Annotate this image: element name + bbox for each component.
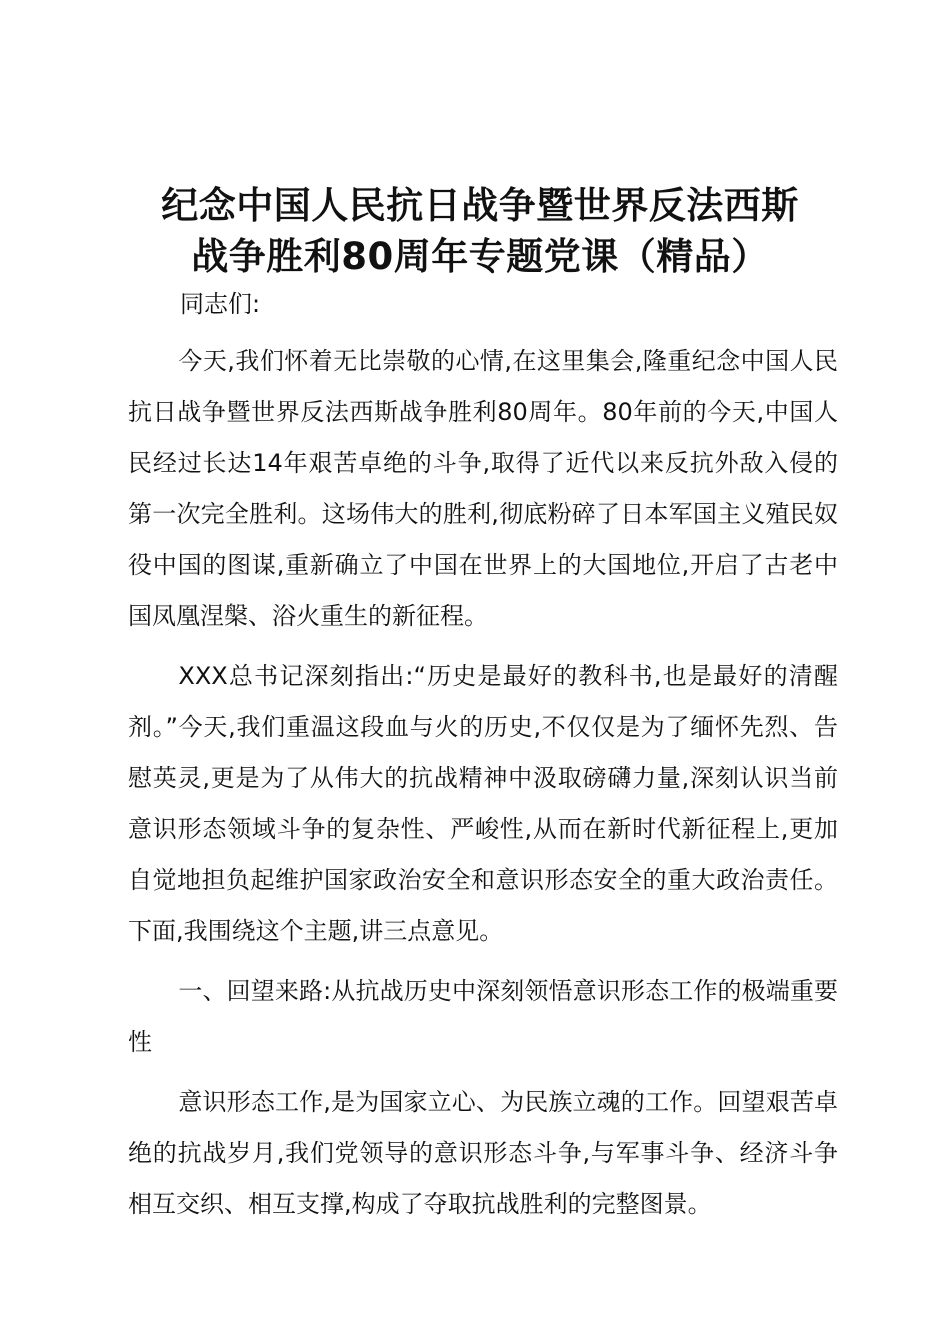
paragraph-section-1: 意识形态工作,是为国家立心、为民族立魂的工作。回望艰苦卓绝的抗战岁月,我们党领导的意识形态斗争,与军事斗争、经济斗争相互交织、相互支撑,构成了夺取抗战胜利的完整图景。 <box>128 1088 838 1218</box>
document-title-line-2: 战争胜利80周年专题党课（精品） <box>191 235 769 278</box>
document-title <box>100 180 860 282</box>
document-body <box>128 336 838 1239</box>
greeting: 同志们: <box>180 290 261 318</box>
section-heading-1: 一、回望来路:从抗战历史中深刻领悟意识形态工作的极端重要性 <box>128 977 838 1056</box>
paragraph-intro: 今天,我们怀着无比崇敬的心情,在这里集会,隆重纪念中国人民抗日战争暨世界反法西斯战争胜利80周年。80年前的今天,中国人民经过长达14年艰苦卓绝的斗争,取得了近代以来反抗外敌入侵的第一次完全胜利。这场伟大的胜利,彻底粉碎了日本军国主义殖民奴役中国的图谋,重新确立了中国在世界上的大国地位,开启了古老中国凤凰涅槃、浴火重生的新征程。 <box>128 347 838 630</box>
document-title-line-1: 纪念中国人民抗日战争暨世界反法西斯 <box>161 184 799 227</box>
paragraph-quote: XXX总书记深刻指出:“历史是最好的教科书,也是最好的清醒剂。”今天,我们重温这段血与火的历史,不仅仅是为了缅怀先烈、告慰英灵,更是为了从伟大的抗战精神中汲取磅礴力量,深刻认识当前意识形态领域斗争的复杂性、严峻性,从而在新时代新征程上,更加自觉地担负起维护国家政治安全和意识形态安全的重大政治责任。下面,我围绕这个主题,讲三点意见。 <box>128 662 838 945</box>
